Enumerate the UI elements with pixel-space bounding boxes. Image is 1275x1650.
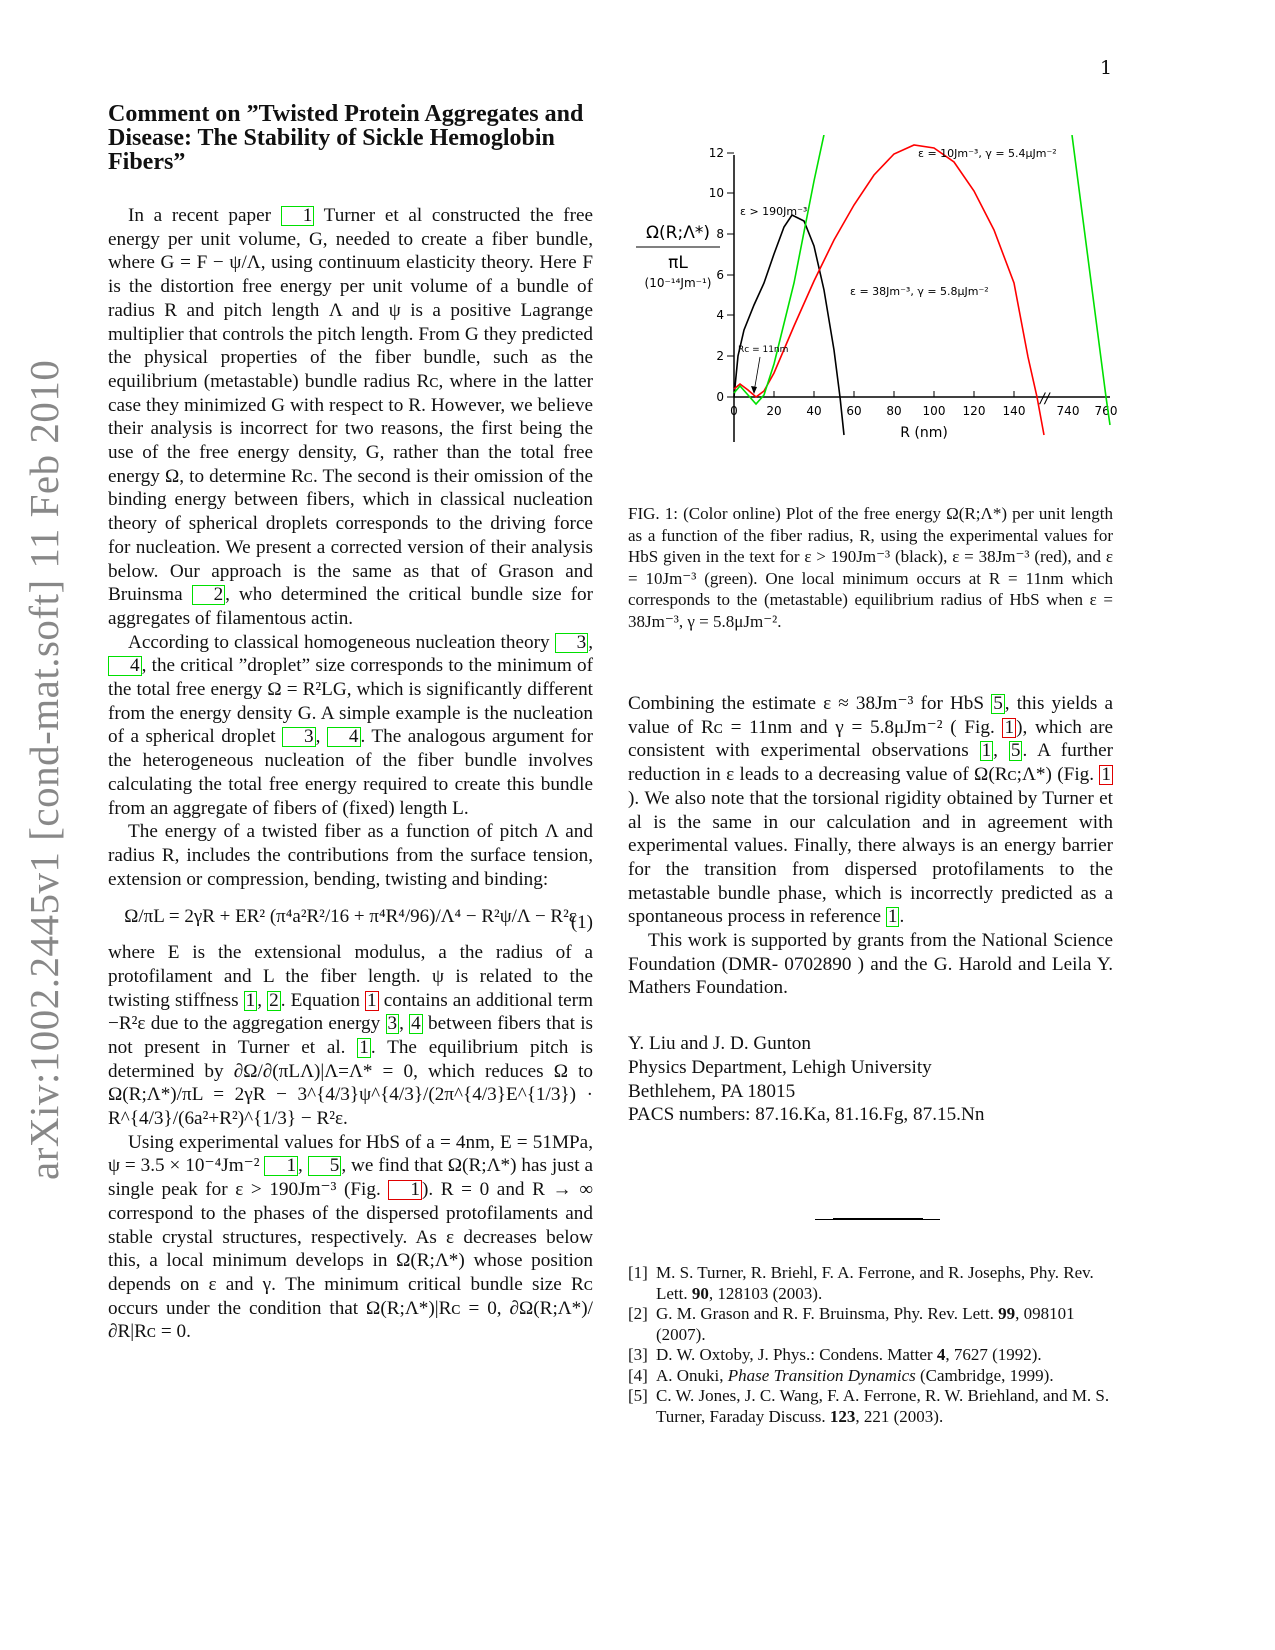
paragraph-definitions: where E is the extensional modulus, a the radius of a protofilament and L the fiber length. ψ is related to the twisting stiffness 1 , 2 . Equation 1 contains an additional term −R²ε due to the aggregation energy 3 , 4 between fibers that is not present in Turner et al. 1 . The equilibrium pitch is determined by ∂Ω/∂(πLΛ)|Λ=Λ* = 0, which reduces Ω to Ω(R;Λ*)/πL = 2γR − 3^{4/3}ψ^{4/3}/(2π^{4/3}E^{1/3}) · R^{4/3}/(6a²+R²)^{1/3} − R²ε. bbox=[108, 942, 593, 1130]
citation-link-5[interactable]: 5 bbox=[308, 1156, 342, 1176]
y-axis-label-numerator: Ω(R;Λ*) bbox=[646, 223, 710, 243]
svg-text:760: 760 bbox=[1094, 404, 1118, 418]
text: ). R = 0 and R → ∞ correspond to the phases of the dispersed protofilaments and stable crystal structures, respectively. As ε decreases below this, a local minimum develops in Ω(R;Λ*) whose position depends on ε and γ. The minimum critical bundle size Rᴄ occurs under the condition that Ω(R;Λ*)|Rᴄ = 0, ∂Ω(R;Λ*)/∂R|Rᴄ = 0. bbox=[108, 1179, 593, 1343]
svg-text:60: 60 bbox=[846, 404, 862, 418]
figure-ref-link-1[interactable]: 1 bbox=[1004, 716, 1015, 738]
figure-1-caption: FIG. 1: (Color online) Plot of the free energy Ω(R;Λ*) per unit length as a function of the fiber radius, R, using the experimental values for HbS given in the text for ε > 190Jm⁻³ (black), ε = 38Jm⁻³ (red), and ε = 10Jm⁻³ (green). One local minimum occurs at R = 11nm which corresponds to the (metastable) equilibrium radius of HbS when ε = 38Jm⁻³, γ = 5.8μJm⁻². bbox=[628, 504, 1113, 631]
x-axis-label: R (nm) bbox=[900, 425, 948, 441]
black-curve bbox=[734, 215, 844, 435]
reference-item: [4] A. Onuki, Phase Transition Dynamics (Cambridge, 1999). bbox=[628, 1365, 1054, 1385]
svg-text:10: 10 bbox=[708, 186, 724, 200]
acknowledgments: This work is supported by grants from the National Science Foundation (DMR- 0702890 ) and the G. Harold and Leila Y. Mathers Foundation. bbox=[628, 930, 1113, 999]
text: Using experimental values for HbS of a = 4nm, E = 51MPa, ψ = 3.5 × 10⁻⁴Jm⁻² bbox=[108, 1131, 593, 1177]
text: , we find that Ω(R;Λ*) has just a single peak for ε > 190Jm⁻³ (Fig. bbox=[108, 1155, 593, 1201]
left-column bbox=[108, 102, 593, 1344]
figure-ref-link-1[interactable]: 1 bbox=[1101, 764, 1111, 786]
x-ticks bbox=[730, 391, 1117, 418]
svg-text:6: 6 bbox=[716, 268, 724, 282]
reference-item: [2] G. M. Grason and R. F. Bruinsma, Phy. Rev. Lett. 99, 098101 (2007). bbox=[628, 1304, 1075, 1344]
citation-link-1[interactable]: 1 bbox=[359, 1036, 369, 1058]
citation-link-3[interactable]: 3 bbox=[555, 633, 589, 653]
references-divider-bold bbox=[833, 1218, 923, 1220]
equation-number: (1) bbox=[570, 912, 593, 934]
paragraph-experimental: Using experimental values for HbS of a = 4nm, E = 51MPa, ψ = 3.5 × 10⁻⁴Jm⁻² 1 , 5 , we find that Ω(R;Λ*) has just a single peak for ε > 190Jm⁻³ (Fig. 1 ). R = 0 and R → ∞ correspond to the phases of the dispersed protofilaments and stable crystal structures, respectively. As ε decreases below this, a local minimum develops in Ω(R;Λ*) whose position depends on ε and γ. The minimum critical bundle size Rᴄ occurs under the condition that Ω(R;Λ*)|Rᴄ = 0, ∂Ω(R;Λ*)/∂R|Rᴄ = 0. bbox=[108, 1131, 593, 1343]
paragraph-intro bbox=[108, 204, 593, 631]
svg-text:2: 2 bbox=[716, 349, 724, 363]
references-list bbox=[628, 1263, 1113, 1427]
citation-link-2[interactable]: 2 bbox=[192, 585, 226, 605]
text: In a recent paper bbox=[128, 205, 281, 226]
authors: Y. Liu and J. D. Gunton bbox=[628, 1033, 811, 1055]
svg-text:100: 100 bbox=[922, 404, 946, 418]
text: . The equilibrium pitch is determined by ∂Ω/∂(πLΛ)|Λ=Λ* = 0, which reduces Ω to Ω(R;Λ*)/πL = 2γR − 3^{4/3}ψ^{4/3}/(2π^{4/3}E^{1/3}) · R^{4/3}/(6a²+R²)^{1/3} − R²ε. bbox=[108, 1036, 593, 1130]
citation-link-4[interactable]: 4 bbox=[108, 656, 142, 676]
svg-text:40: 40 bbox=[806, 404, 822, 418]
annotation-green: ε = 10Jm⁻³, γ = 5.4μJm⁻² bbox=[918, 147, 1057, 160]
svg-text:0: 0 bbox=[730, 404, 738, 418]
annotation-rc: Rᴄ = 11nm bbox=[738, 345, 789, 355]
annotation-black: ε > 190Jm⁻³ bbox=[740, 205, 808, 218]
reference-item: [3] D. W. Oxtoby, J. Phys.: Condens. Matter 4, 7627 (1992). bbox=[628, 1345, 1042, 1364]
svg-text:740: 740 bbox=[1056, 404, 1080, 418]
text: . bbox=[899, 906, 905, 928]
address: Bethlehem, PA 18015 bbox=[628, 1080, 796, 1102]
paragraph-nucleation: According to classical homogeneous nucleation theory 3 , 4 , the critical ”droplet” size corresponds to the minimum of the total free energy Ω = R²LG, which is significantly different from the energy density G. A simple example is the nucleation of a spherical droplet 3 , 4 . The analogous argument for the heterogeneous nucleation of the fiber bundle involves calculating the total free energy required to create this bundle from an aggregate of fibers of (fixed) length L. bbox=[108, 631, 593, 819]
citation-link-1[interactable]: 1 bbox=[887, 906, 898, 928]
equation-1 bbox=[108, 905, 593, 934]
equation-ref-link-1[interactable]: 1 bbox=[367, 989, 377, 1011]
citation-link-4[interactable]: 4 bbox=[411, 1013, 421, 1035]
paragraph-energy: The energy of a twisted fiber as a function of pitch Λ and radius R, includes the contributions from the surface tension, extension or compression, bending, twisting and binding: bbox=[108, 821, 593, 890]
pacs-numbers: PACS numbers: 87.16.Ka, 81.16.Fg, 87.15.Nn bbox=[628, 1104, 985, 1126]
svg-text:12: 12 bbox=[708, 146, 724, 160]
text: . Equation bbox=[280, 989, 366, 1011]
citation-link-2[interactable]: 2 bbox=[269, 989, 279, 1011]
figure-ref-link-1[interactable]: 1 bbox=[388, 1180, 422, 1200]
text: Turner et al constructed the free energy per unit volume, G, needed to create a fiber bundle, where G = F − ψ/Λ, using continuum elasticity theory. Here F is the distortion free energy per unit volume of a bundle of radius R and pitch length Λ and ψ is a positive Lagrange multiplier that controls the pitch length. From G they predicted the physical properties of the fiber bundle, such as the equilibrium (metastable) bundle radius Rᴄ, where in the latter case they minimized G with respect to R. However, we believe their analysis is incorrect for two reasons, the first being the use of the free energy density, G, rather than the total free energy Ω, to determine Rᴄ. The second is their omission of the binding energy between fibers, which in classical nucleation theory of spherical droplets corresponds to the driving force for nucleation. We present a corrected version of their analysis below. Our approach is the same as that of Grason and Bruinsma bbox=[108, 205, 593, 606]
text: . The analogous argument for the heterogeneous nucleation of the fiber bundle involves calculating the total free energy required to create this bundle from an aggregate of fibers of (fixed) length L. bbox=[108, 726, 593, 819]
affiliation: Physics Department, Lehigh University bbox=[628, 1056, 932, 1078]
svg-text:0: 0 bbox=[716, 390, 724, 404]
text: , who determined the critical bundle size for aggregates of filamentous actin. bbox=[108, 584, 593, 629]
citation-link-5[interactable]: 5 bbox=[993, 693, 1003, 714]
arxiv-identifier-stamp[interactable]: arXiv:1002.2445v1 [cond-mat.soft] 11 Feb 2010 bbox=[21, 359, 67, 1180]
citation-link-1[interactable]: 1 bbox=[281, 206, 315, 226]
text: ). We also note that the torsional rigidity obtained by Turner et al is the same in our calculation and in agreement with experimental values. Finally, there always is an energy barrier for the transition from dispersed protofilaments to the metastable bundle phase, which is incorrectly predicted as a spontaneous process in reference bbox=[628, 787, 1113, 928]
citation-link-3[interactable]: 3 bbox=[387, 1013, 398, 1035]
citation-link-4[interactable]: 4 bbox=[327, 727, 361, 747]
reference-item: [1] M. S. Turner, R. Briehl, F. A. Ferrone, and R. Josephs, Phy. Rev. Lett. 90, 128103 (2003). bbox=[628, 1263, 1094, 1303]
text: , the critical ”droplet” size corresponds to the minimum of the total free energy Ω = R²LG, which is significantly different from the energy density G. A simple example is the nucleation of a spherical droplet bbox=[108, 655, 593, 748]
text: Combining the estimate ε ≈ 38Jm⁻³ for HbS bbox=[628, 693, 992, 714]
annotation-red: ε = 38Jm⁻³, γ = 5.8μJm⁻² bbox=[850, 285, 989, 298]
author-block bbox=[628, 1032, 1113, 1127]
svg-text:8: 8 bbox=[716, 227, 724, 241]
text: , this yields a value of Rᴄ = 11nm and γ = 5.8μJm⁻² ( Fig. bbox=[628, 693, 1113, 738]
green-curve-left bbox=[734, 135, 825, 404]
text: . A further reduction in ε leads to a decreasing value of Ω(Rᴄ;Λ*) (Fig. bbox=[628, 740, 1113, 786]
svg-text:140: 140 bbox=[1002, 404, 1026, 418]
svg-text:80: 80 bbox=[886, 404, 902, 418]
text: contains an additional term −R²ε due to the aggregation energy bbox=[108, 989, 593, 1035]
citation-link-1[interactable]: 1 bbox=[245, 989, 256, 1011]
right-column bbox=[628, 692, 1113, 1127]
svg-text:20: 20 bbox=[766, 404, 782, 418]
page-number: 1 bbox=[1100, 57, 1113, 79]
citation-link-1[interactable]: 1 bbox=[264, 1156, 298, 1176]
citation-link-1[interactable]: 1 bbox=[981, 740, 992, 762]
text: between fibers that is not present in Turner et al. bbox=[108, 1013, 593, 1058]
citation-link-3[interactable]: 3 bbox=[282, 727, 316, 747]
paper-title: Comment on ”Twisted Protein Aggregates and Disease: The Stability of Sickle Hemoglobin Fibers” bbox=[108, 101, 584, 175]
figure-1-chart bbox=[628, 135, 1118, 455]
svg-text:120: 120 bbox=[962, 404, 986, 418]
green-curve-right bbox=[1072, 135, 1110, 425]
y-ticks bbox=[709, 146, 734, 404]
svg-text:4: 4 bbox=[716, 308, 724, 322]
equation-body: Ω/πL = 2γR + ER² (π⁴a²R²/16 + π⁴R⁴/96)/Λ⁴ − R²ψ/Λ − R²ε bbox=[124, 906, 577, 928]
axis-break-mark: // bbox=[1040, 391, 1050, 407]
text: ), which are consistent with experimental observations bbox=[628, 716, 1113, 762]
reference-item: [5] C. W. Jones, J. C. Wang, F. A. Ferrone, R. W. Briehland, and M. S. Turner, Faraday Discuss. 123, 221 (2003). bbox=[628, 1386, 1110, 1426]
text: According to classical homogeneous nucleation theory bbox=[128, 631, 555, 653]
paragraph-combining: Combining the estimate ε ≈ 38Jm⁻³ for HbS 5 , this yields a value of Rᴄ = 11nm and γ = 5.8μJm⁻² ( Fig. 1 ), which are consistent with experimental observations 1 , 5 . A further reduction in ε leads to a decreasing value of Ω(Rᴄ;Λ*) (Fig. 1). We also note that the torsional rigidity obtained by Turner et al is the same in our calculation and in agreement with experimental values. Finally, there always is an energy barrier for the transition from dispersed protofilaments to the metastable bundle phase, which is incorrectly predicted as a spontaneous process in reference 1 . bbox=[628, 693, 1113, 928]
y-axis-units: (10⁻¹⁴Jm⁻¹) bbox=[644, 276, 712, 290]
y-axis-label-denominator: πL bbox=[668, 253, 688, 273]
text: where E is the extensional modulus, a the radius of a protofilament and L the fiber length. ψ is related to the twisting stiffness bbox=[108, 942, 593, 1011]
citation-link-5[interactable]: 5 bbox=[1010, 740, 1021, 762]
